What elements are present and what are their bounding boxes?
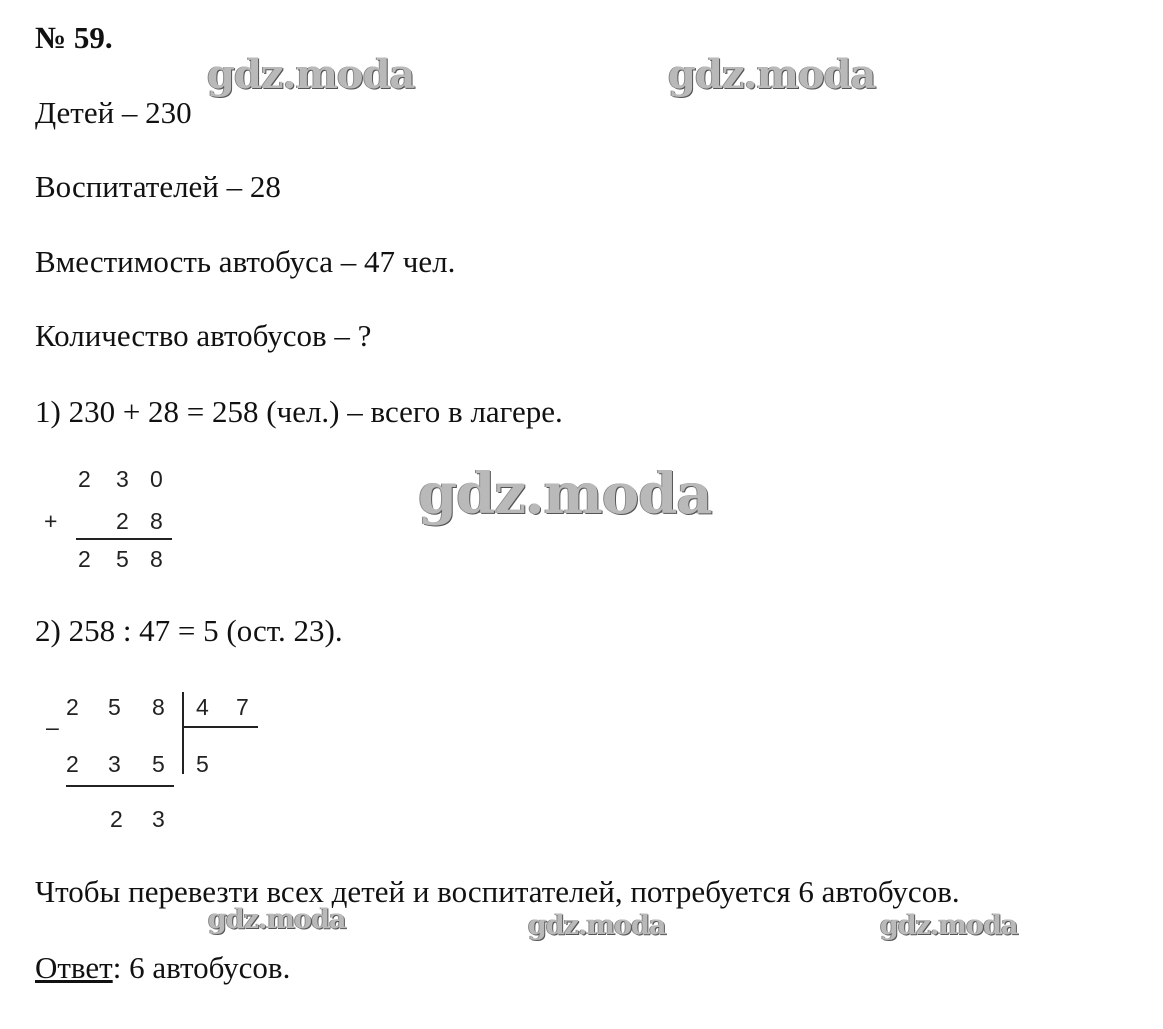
problem-number: № 59. <box>35 20 113 55</box>
given-children: Детей – 230 <box>35 95 192 130</box>
digit: 4 <box>196 694 209 720</box>
digit: 5 <box>108 694 121 720</box>
given-teachers: Воспитателей – 28 <box>35 169 281 204</box>
watermark: gdz.moda <box>668 51 876 98</box>
watermark: gdz.moda <box>207 51 415 98</box>
step-1: 1) 230 + 28 = 258 (чел.) – всего в лагере. <box>35 394 563 429</box>
watermark: gdz.moda <box>880 910 1018 941</box>
digit: 2 <box>78 466 91 492</box>
digit: 7 <box>236 694 249 720</box>
digit: 2 <box>116 508 129 534</box>
watermark: gdz.moda <box>418 461 712 527</box>
answer-label: Ответ <box>35 950 113 985</box>
digit: 8 <box>150 508 163 534</box>
digit: 2 <box>110 806 123 832</box>
digit: 8 <box>150 546 163 572</box>
answer-text: : 6 автобусов. <box>112 950 291 985</box>
digit: 5 <box>116 546 129 572</box>
quotient-digit: 5 <box>196 751 209 777</box>
sum-line <box>76 538 172 540</box>
digit: 3 <box>152 806 165 832</box>
step-2: 2) 258 : 47 = 5 (ост. 23). <box>35 613 343 648</box>
digit: 3 <box>108 751 121 777</box>
division-result-line <box>66 785 174 787</box>
digit: 2 <box>78 546 91 572</box>
digit: 0 <box>150 466 163 492</box>
digit: 2 <box>66 751 79 777</box>
watermark: gdz.moda <box>528 910 666 941</box>
plus-sign: + <box>44 508 58 534</box>
answer <box>35 952 290 983</box>
division-divisor-line <box>184 726 258 728</box>
digit: 3 <box>116 466 129 492</box>
given-question: Количество автобусов – ? <box>35 318 372 353</box>
digit: 8 <box>152 694 165 720</box>
digit: 2 <box>66 694 79 720</box>
digit: 5 <box>152 751 165 777</box>
division-vertical-line <box>182 692 184 774</box>
given-bus-capacity: Вместимость автобуса – 47 чел. <box>35 244 456 279</box>
watermark: gdz.moda <box>208 904 346 935</box>
conclusion: Чтобы перевезти всех детей и воспитателей, потребуется 6 автобусов. <box>35 874 960 909</box>
minus-sign: – <box>46 714 59 740</box>
